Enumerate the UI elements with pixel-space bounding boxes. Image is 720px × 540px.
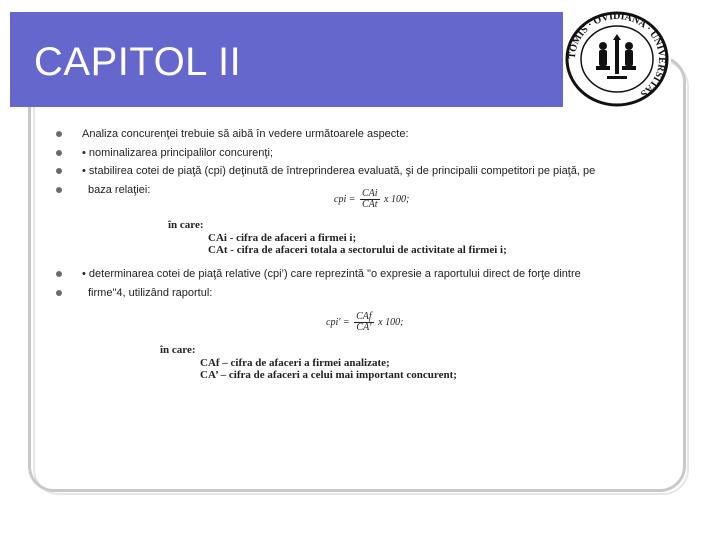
seal-text: TOMIS · OVIDIANA · UNIVERSITAS: [566, 10, 668, 100]
formula-cpi-relative: cpi' = $\frac{\text{CAf}}{CA'}$ x 100;: [326, 311, 404, 333]
formula-cpi: cpi = $\frac{\text{CAi}}{\text{CAt}}$ x 100;: [334, 188, 410, 210]
formula-legend-1: în care: CAi - cifra de afaceri a firmei i; CAt - cifra de afaceri totala a sectorului de activitate al firmei i;: [168, 219, 507, 256]
bullet-dot-icon: [56, 168, 62, 174]
list-item: • determinarea cotei de piaţă relative (cpi’) care reprezintă "o expresie a raportului direct de forţe dintre: [56, 266, 656, 285]
university-seal-icon: [563, 10, 671, 108]
list-item: • stabilirea cotei de piaţă (cpi) deţinută de întreprinderea evaluată, şi de principalii competitori pe piaţă, pe: [56, 163, 656, 182]
fraction: $\frac{\text{CAf}}{CA'}$: [356, 311, 372, 333]
bullet-dot-icon: [56, 131, 62, 137]
list-item: Analiza concurenţei trebuie să aibă în vedere următoarele aspecte:: [56, 126, 656, 145]
formula-legend-2: în care: CAf – cifra de afaceri a firmei analizate; CA’ – cifra de afaceri a celui mai important concurent;: [160, 344, 457, 381]
bullet-dot-icon: [56, 187, 62, 193]
fraction: $\frac{\text{CAi}}{\text{CAt}}$: [361, 188, 378, 210]
bullet-dot-icon: [56, 290, 62, 296]
logo-container: [563, 10, 671, 108]
list-item: firme"4, utilizând raportul:: [56, 285, 656, 304]
slide-title: CAPITOL II: [34, 40, 242, 84]
list-item: baza relaţiei:: [56, 182, 656, 201]
bullet-list-2: [56, 266, 656, 303]
bullet-dot-icon: [56, 271, 62, 277]
list-item: • nominalizarea principalilor concurenţi;: [56, 145, 656, 164]
bullet-dot-icon: [56, 150, 62, 156]
